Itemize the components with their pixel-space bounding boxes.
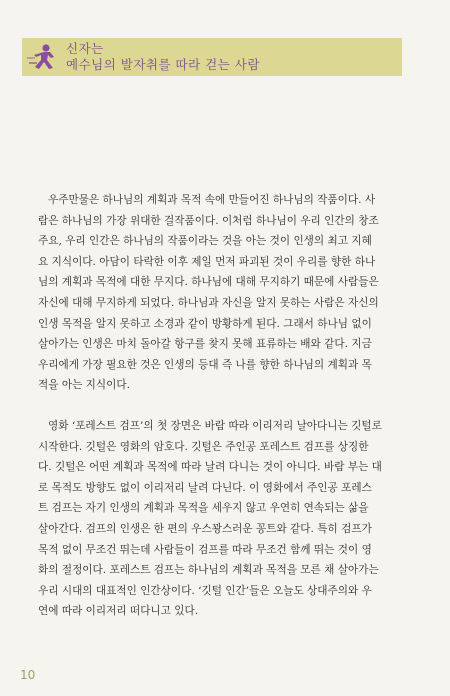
text-line: 연에 따라 이리저리 떠다니고 있다. [38,605,199,618]
text-line: 요 지식이다. 아담이 타락한 이후 제일 먼저 파괴된 것이 우리를 향한 하나 [38,255,376,268]
text-line: 로 목적도 방향도 없이 이리저리 날려 다닌다. 이 영화에서 주인공 포레스 [38,481,372,494]
text-line: 트 검프는 자기 인생의 계획과 목적을 세우지 않고 우연히 연속되는 삶을 [38,502,369,515]
body-text [38,190,414,622]
text-line: 적을 아는 지식이다. [38,379,130,392]
text-line: 자신에 대해 무지하게 되었다. 하나님과 자신을 알지 못하는 사람은 자신의 [38,296,379,309]
text-line: 살아가는 인생은 마치 돌아갈 항구를 찾지 못해 표류하는 배와 같다. 지금 [38,338,372,351]
paragraph-2 [38,416,414,622]
chapter-header-text [66,41,260,73]
text-line: 주요, 우리 인간은 하나님의 작품이라는 것을 아는 것이 인생의 최고 지혜 [38,235,372,248]
text-line: 인생 목적을 알지 못하고 소경과 같이 방황하게 된다. 그래서 하나님 없이 [38,317,372,330]
chapter-header-band [22,38,402,76]
page-number: 10 [20,668,36,682]
text-line: 영화 ‘포레스트 검프’의 첫 장면은 바람 따라 이리저리 날아다니는 깃털로 [48,419,382,432]
text-line: 님의 계획과 목적에 대한 무지다. 하나님에 대해 무지하기 때문에 사람들은 [38,276,379,289]
text-line: 살아간다. 검프의 인생은 한 편의 우스꽝스러운 꽁트와 같다. 특히 검프가 [38,522,372,535]
text-line: 다. 깃털은 어떤 계획과 목적에 따라 날려 다니는 것이 아니다. 바람 부는 대 [38,461,382,474]
text-line: 시작한다. 깃털은 영화의 암호다. 깃털은 주인공 포레스트 검프를 상징한 [38,440,369,453]
walking-figure-icon [26,42,60,72]
text-line: 우주만물은 하나님의 계획과 목적 속에 만들어진 하나님의 작품이다. 사 [48,194,376,206]
text-line: 화의 절정이다. 포레스트 검프는 하나님의 계획과 목적을 모른 채 살아가는 [38,564,379,577]
text-line: 우리에게 가장 필요한 것은 인생의 등대 즉 나를 향한 하나님의 계획과 목 [38,358,372,371]
paragraph-1 [38,190,414,396]
text-line: 람은 하나님의 가장 위대한 걸작품이다. 이처럼 하나님이 우리 인간의 창조 [38,214,379,227]
chapter-title: 신자는 [66,41,104,56]
text-line: 우리 시대의 대표적인 인간상이다. ‘깃털 인간’들은 오늘도 상대주의와 우 [38,584,372,597]
chapter-subtitle: 예수님의 발자취를 따라 걷는 사람 [66,57,260,72]
text-line: 목적 없이 무조건 뛰는데 사람들이 검프를 따라 무조건 함께 뛰는 것이 영 [38,543,372,556]
